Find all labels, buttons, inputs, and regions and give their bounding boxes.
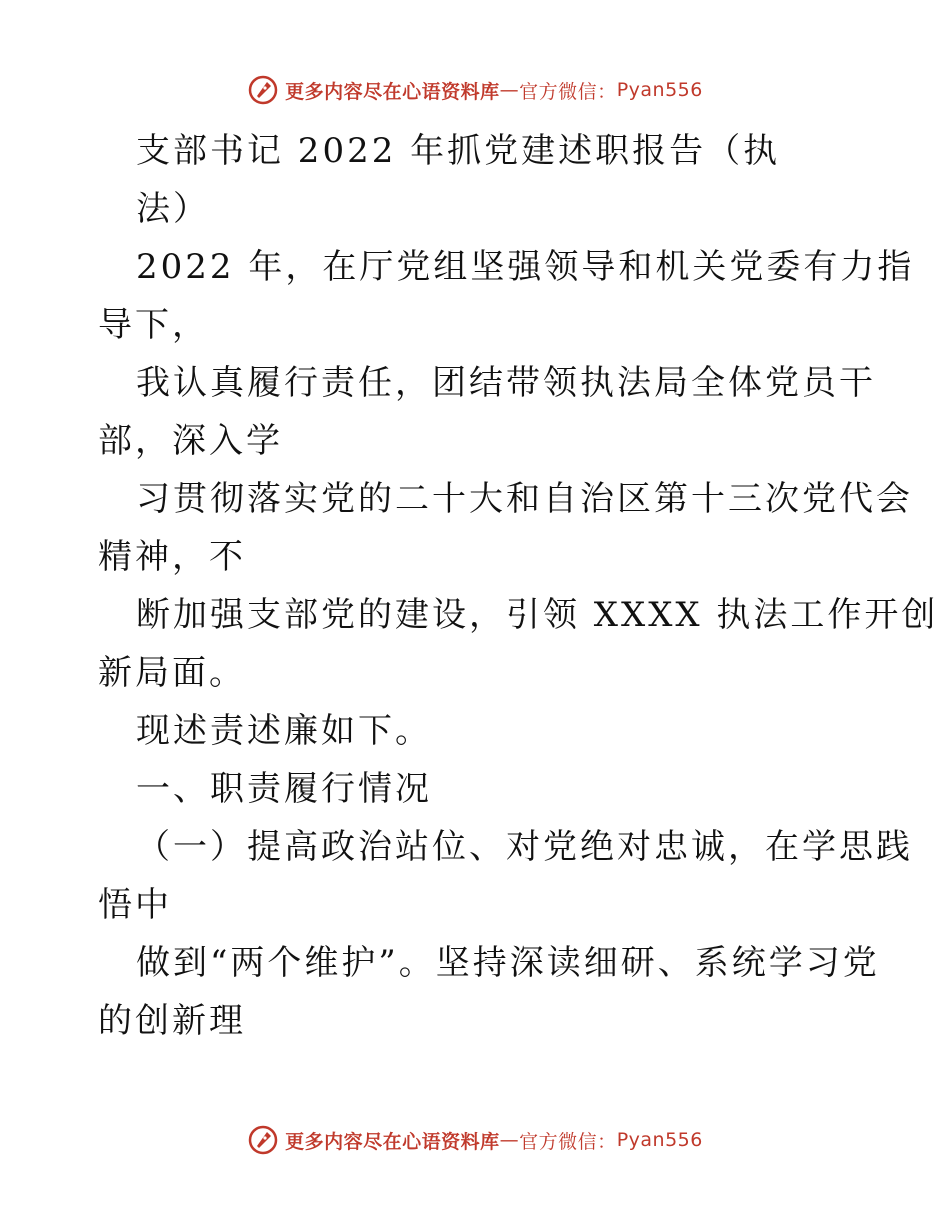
- subsection-heading: （一）提高政治站位、对党绝对忠诚，在学思践: [136, 827, 913, 867]
- document-body: [98, 122, 939, 1050]
- paragraph-line: 悟中: [98, 885, 172, 925]
- watermark-id: Pyan556: [616, 79, 703, 101]
- paragraph-line: 2022 年，在厅党组坚强领导和机关党委有力指: [136, 247, 915, 287]
- doc-title-line-1: 支部书记 2022 年抓党建述职报告（执: [136, 131, 781, 171]
- paragraph-line: 精神，不: [98, 537, 246, 577]
- watermark-text: 更多内容尽在心语资料库: [285, 80, 500, 103]
- watermark-dash: —: [499, 79, 520, 101]
- paragraph-line: 导下，: [98, 305, 209, 345]
- watermark-id: Pyan556: [616, 1129, 703, 1151]
- paragraph-line: 断加强支部党的建设，引领 XXXX 执法工作开创: [136, 595, 939, 635]
- paragraph-line: 我认真履行责任，团结带领执法局全体党员干: [136, 363, 876, 403]
- watermark-sub: 官方微信：: [519, 80, 617, 103]
- section-heading: 一、职责履行情况: [136, 769, 432, 809]
- paragraph-line: 做到“两个维护”。坚持深读细研、系统学习党: [136, 943, 880, 983]
- watermark-dash: —: [499, 1129, 520, 1151]
- paragraph-line: 部，深入学: [98, 421, 283, 461]
- paragraph-line: 习贯彻落实党的二十大和自治区第十三次党代会: [136, 479, 913, 519]
- paragraph-line: 新局面。: [98, 653, 246, 693]
- watermark-text: 更多内容尽在心语资料库: [285, 1130, 500, 1153]
- watermark-sub: 官方微信：: [519, 1130, 617, 1153]
- header-watermark: [0, 74, 950, 106]
- paragraph-line: 现述责述廉如下。: [136, 711, 432, 751]
- paragraph-line: 的创新理: [98, 1001, 246, 1041]
- footer-watermark: [0, 1124, 950, 1156]
- pen-nib-logo-icon: [247, 74, 279, 106]
- doc-title-line-2: 法）: [136, 189, 210, 229]
- pen-nib-logo-icon: [247, 1124, 279, 1156]
